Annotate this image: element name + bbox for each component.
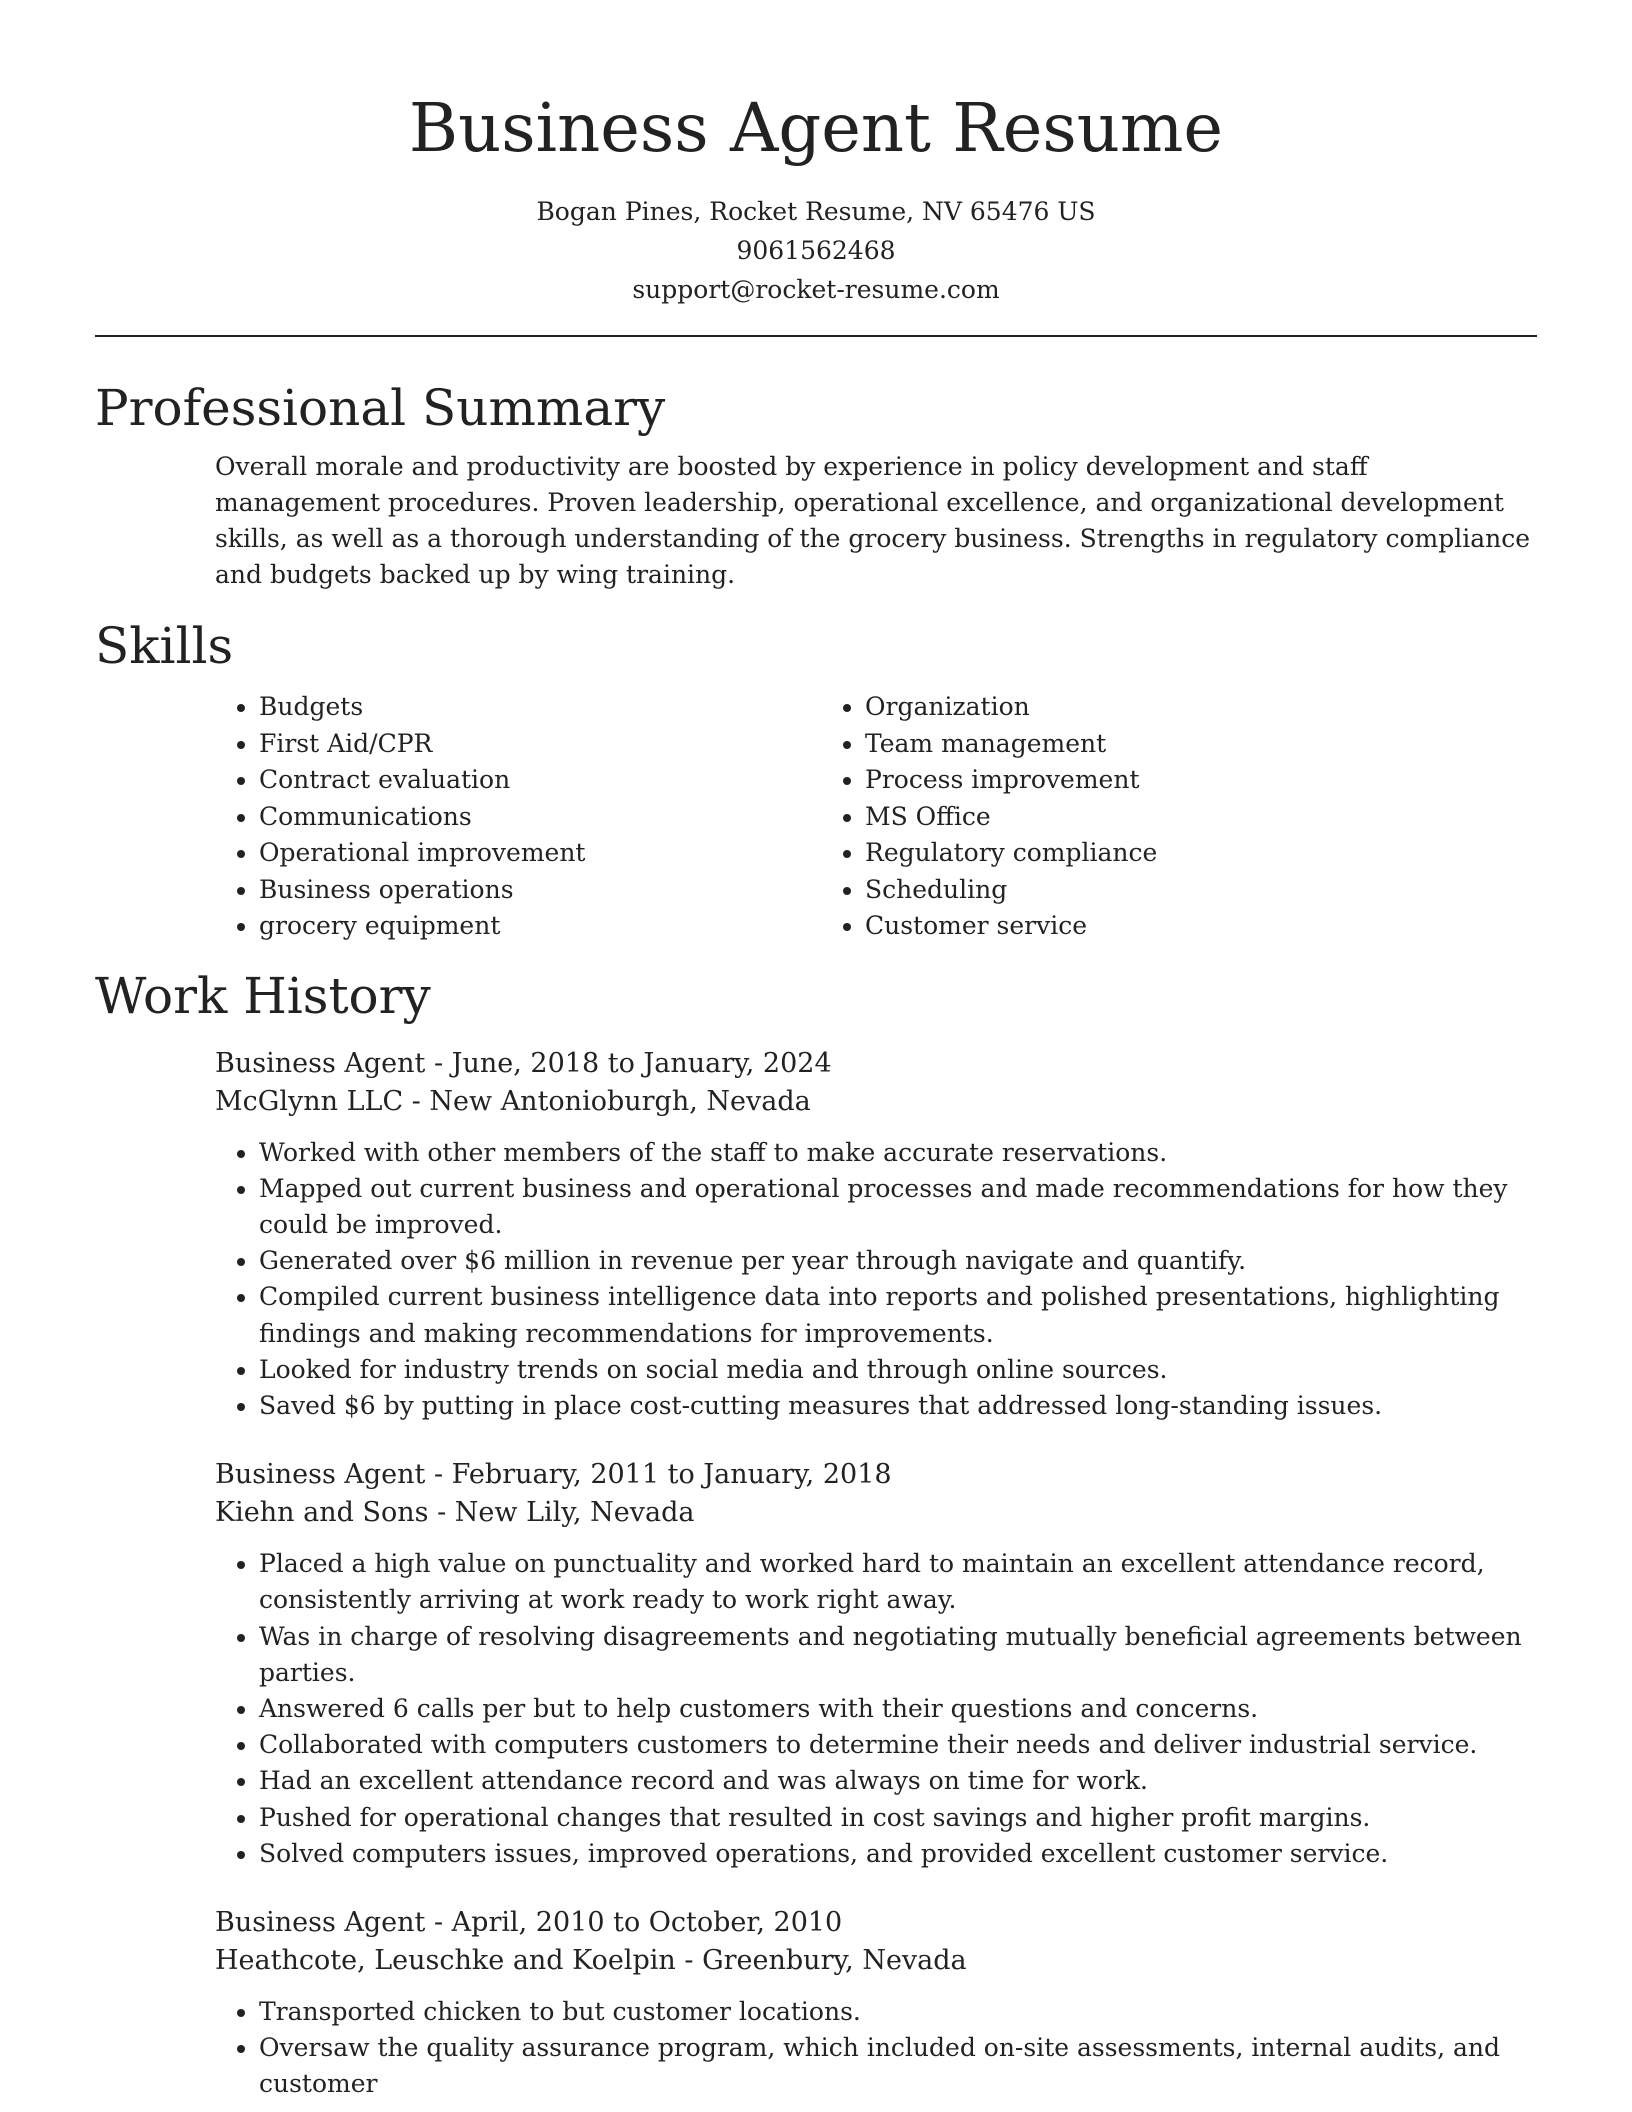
job-title-line: Business Agent - June, 2018 to January, 2024 [215,1047,832,1079]
work-history-heading: Work History [95,966,431,1025]
job-entry [95,1456,1537,1872]
skill-item: • Business operations [259,872,821,909]
job-bullet: • Had an excellent attendance record and was always on time for work. [259,1763,1537,1799]
page-title: Business Agent Resume [408,89,1224,167]
job-bullet: • Mapped out current business and operational processes and made recommendations for how they could be improved. [259,1171,1537,1243]
skill-item: • Budgets [259,689,821,726]
job-company-line: Heathcote, Leuschke and Koelpin - Greenbury, Nevada [215,1944,967,1976]
skill-item: • First Aid/CPR [259,726,821,763]
job-company-line: Kiehn and Sons - New Lily, Nevada [215,1497,695,1529]
job-bullet: • Generated over $6 million in revenue per year through navigate and quantify. [259,1243,1537,1279]
job-bullet: • Oversaw the quality assurance program, which included on-site assessments, internal audits, and customer [259,2030,1537,2102]
skill-item: • Operational improvement [259,835,821,872]
contact-email: support@rocket-resume.com [632,275,1000,304]
job-bullet: • Worked with other members of the staff to make accurate reservations. [259,1135,1537,1171]
job-title-line: Business Agent - April, 2010 to October, 2010 [215,1906,843,1938]
resume-page [95,0,1537,2103]
skill-item: • Customer service [865,908,1421,945]
job-bullet: • Compiled current business intelligence data into reports and polished presentations, highlighting findings and making recommendations for improvements. [259,1279,1537,1351]
job-bullet: • Was in charge of resolving disagreements and negotiating mutually beneficial agreements between parties. [259,1619,1537,1691]
job-bullet: • Placed a high value on punctuality and worked hard to maintain an excellent attendance record, consistently arriving at work ready to work right away. [259,1546,1537,1618]
skill-item: • Communications [259,799,821,836]
job-bullet: • Transported chicken to but customer locations. [259,1994,1537,2030]
job-bullet: • Saved $6 by putting in place cost-cutting measures that addressed long-standing issues. [259,1388,1537,1424]
header-divider [95,335,1537,337]
job-title-line: Business Agent - February, 2011 to January, 2018 [215,1459,892,1491]
skill-item: • Regulatory compliance [865,835,1421,872]
job-bullet: • Solved computers issues, improved operations, and provided excellent customer service. [259,1836,1537,1872]
skills-heading: Skills [95,617,234,675]
skills-list [215,689,1537,945]
job-bullet: • Looked for industry trends on social media and through online sources. [259,1352,1537,1388]
skill-item: • Contract evaluation [259,762,821,799]
skill-item: • Team management [865,726,1421,763]
contact-phone: 9061562468 [736,236,896,265]
job-company-line: McGlynn LLC - New Antonioburgh, Nevada [215,1085,811,1117]
job-bullet: • Answered 6 calls per but to help customers with their questions and concerns. [259,1691,1537,1727]
summary-heading: Professional Summary [95,379,666,437]
job-bullets [215,1994,1537,2103]
skill-item: • grocery equipment [259,908,821,945]
skill-item: • Organization [865,689,1421,726]
skill-item: • MS Office [865,799,1421,836]
job-entry [95,1904,1537,2103]
skills-column-left [215,689,821,945]
contact-address: Bogan Pines, Rocket Resume, NV 65476 US [536,197,1096,226]
skills-column-right [821,689,1421,945]
job-bullets [215,1135,1537,1425]
contact-block [95,192,1537,309]
job-bullet: • Pushed for operational changes that resulted in cost savings and higher profit margins. [259,1800,1537,1836]
summary-text: Overall morale and productivity are boosted by experience in policy development and staff management procedures. Proven leadership, operational excellence, and organizational development skills, as well as a thorough understanding of the grocery business. Strengths in regulatory compliance and budgets backed up by wing training. [215,452,1531,589]
skill-item: • Scheduling [865,872,1421,909]
job-bullet: • Collaborated with computers customers to determine their needs and deliver industrial service. [259,1727,1537,1763]
job-entry [95,1045,1537,1425]
skill-item: • Process improvement [865,762,1421,799]
job-bullets [215,1546,1537,1872]
